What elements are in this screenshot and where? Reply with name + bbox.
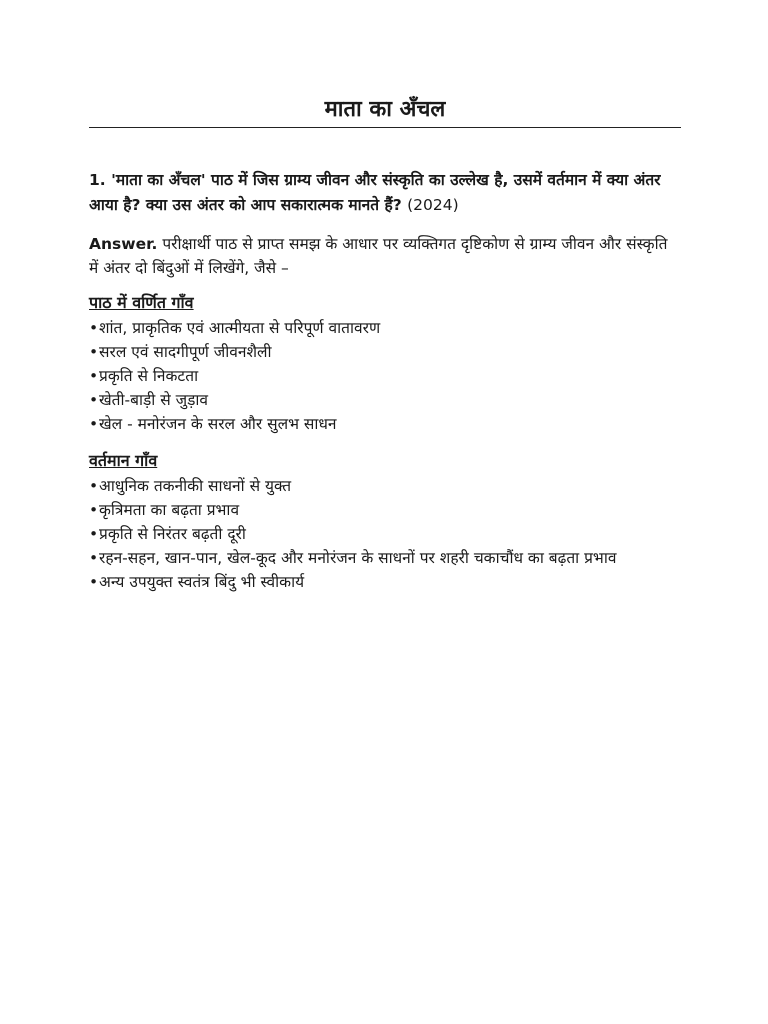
question-year: (2024): [407, 196, 459, 214]
bullet-icon: •: [89, 319, 99, 337]
answer-text: परीक्षार्थी पाठ से प्राप्त समझ के आधार पर व्यक्तिगत दृष्टिकोण से ग्राम्य जीवन और संस्कृति में अंतर दो बिंदुओं में लिखेंगे, जैसे –: [89, 235, 668, 277]
section-described-village: [89, 280, 681, 436]
bullet-icon: •: [89, 501, 99, 519]
bullet-icon: •: [89, 477, 99, 495]
question-number: 1.: [89, 171, 106, 189]
list-item: •प्रकृति से निरंतर बढ़ती दूरी: [89, 522, 681, 546]
list-item: •अन्य उपयुक्त स्वतंत्र बिंदु भी स्वीकार्य: [89, 570, 681, 594]
list-item: •प्रकृति से निकटता: [89, 364, 681, 388]
list-item: •खेती-बाड़ी से जुड़ाव: [89, 388, 681, 412]
question-text: 'माता का अँचल' पाठ में जिस ग्राम्य जीवन और संस्कृति का उल्लेख है, उसमें वर्तमान में क्या अंतर आया है? क्या उस अंतर को आप सकारात्मक मानते हैं?: [89, 171, 661, 214]
section-heading: वर्तमान गाँव: [89, 451, 158, 470]
bullet-icon: •: [89, 415, 99, 433]
list-item: •आधुनिक तकनीकी साधनों से युक्त: [89, 474, 681, 498]
document-page: [89, 0, 681, 594]
question: [89, 168, 681, 218]
bullet-icon: •: [89, 343, 99, 361]
bullet-list: [89, 474, 681, 594]
list-item: •रहन-सहन, खान-पान, खेल-कूद और मनोरंजन के साधनों पर शहरी चकाचौंध का बढ़ता प्रभाव: [89, 546, 681, 570]
bullet-icon: •: [89, 525, 99, 543]
page-title: माता का अँचल: [324, 97, 446, 122]
bullet-icon: •: [89, 549, 99, 567]
section-heading: पाठ में वर्णित गाँव: [89, 293, 194, 312]
answer: [89, 232, 681, 280]
title-divider: [89, 127, 681, 128]
section-present-village: [89, 436, 681, 594]
list-item: •कृत्रिमता का बढ़ता प्रभाव: [89, 498, 681, 522]
bullet-list: [89, 316, 681, 436]
bullet-icon: •: [89, 367, 99, 385]
list-item: •शांत, प्राकृतिक एवं आत्मीयता से परिपूर्ण वातावरण: [89, 316, 681, 340]
list-item: •खेल - मनोरंजन के सरल और सुलभ साधन: [89, 412, 681, 436]
bullet-icon: •: [89, 391, 99, 409]
answer-label: Answer.: [89, 235, 158, 253]
list-item: •सरल एवं सादगीपूर्ण जीवनशैली: [89, 340, 681, 364]
bullet-icon: •: [89, 573, 99, 591]
